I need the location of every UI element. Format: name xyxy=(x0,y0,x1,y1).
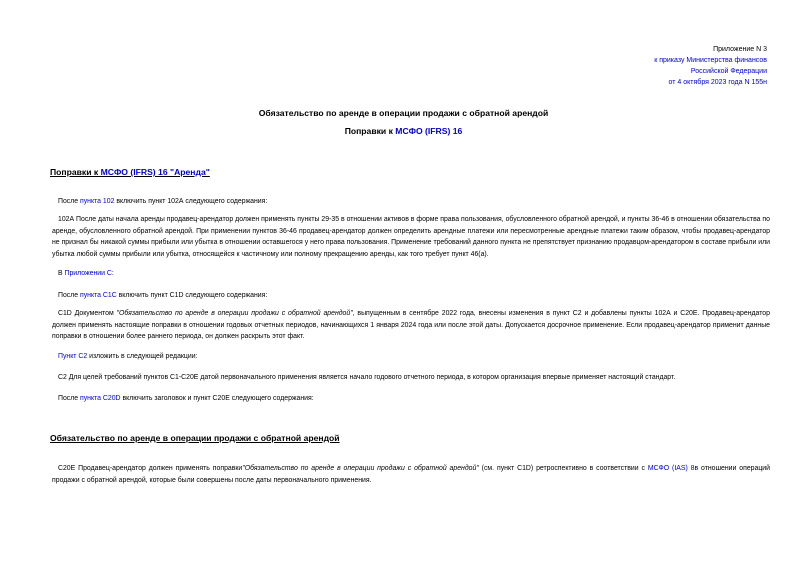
p9-pre: C20E Продавец-арендатор должен применять поправки xyxy=(58,465,243,472)
order-link-country[interactable]: Российской Федерации xyxy=(690,68,767,75)
document-title: Обязательство по аренде в операции продажи с обратной арендой xyxy=(258,108,549,118)
appendix-number: Приложение N 3 xyxy=(713,46,767,53)
p5-pre: C1D Документом xyxy=(58,310,117,317)
p3-post: : xyxy=(111,270,114,277)
p8-pre: После xyxy=(58,395,80,402)
p5-post: , выпущенным в сентябре 2022 года, внесены изменения в пункт C2 и добавлены пункты 102А и C20E. Продавец-арендатор должен применять настоящие поправки в отношении годовых отчетных периодов, начинающихся 1 января 2024 года или после этой даты. Допускается досрочное применение. Если продавец-арендатор применит данные поправки в отношении более раннего периода, он должен раскрыть этот факт. xyxy=(52,310,770,341)
p8-post: включить заголовок и пункт C20E следующего содержания: xyxy=(120,395,314,402)
amendment-title-italic: "Обязательство по аренде в операции продажи с обратной арендой" xyxy=(116,310,353,317)
paragraph-after-102 xyxy=(52,196,770,208)
p1-post: включить пункт 102А следующего содержания: xyxy=(114,198,268,205)
document-subtitle xyxy=(0,126,807,136)
paragraph-c20e xyxy=(52,463,770,486)
order-link[interactable]: к приказу Министерства финансов xyxy=(654,57,767,64)
order-link-date[interactable]: от 4 октября 2023 года N 155н xyxy=(668,79,767,86)
ias8-link[interactable]: МСФО (IAS) 8 xyxy=(647,465,695,472)
paragraph-after-c1c xyxy=(52,290,770,302)
section-heading-ifrs16 xyxy=(50,167,210,177)
paragraph-appendix-c xyxy=(52,268,770,280)
paragraph-after-c20d xyxy=(52,393,770,405)
appendix-c-link[interactable]: Приложении C xyxy=(64,270,112,277)
subtitle-prefix: Поправки к xyxy=(344,126,396,136)
p6-post: изложить в следующей редакции: xyxy=(87,353,198,360)
paragraph-c1d xyxy=(52,308,770,343)
paragraph-c2-link[interactable]: Пункт C2 xyxy=(58,353,88,360)
heading-prefix: Поправки к xyxy=(50,167,101,177)
paragraph-c2: C2 Для целей требований пунктов C1-C20E датой первоначального применения является начало годового отчетного периода, в котором организация впервые применяет настоящий стандарт. xyxy=(58,374,676,381)
amendment-title-italic-2: "Обязательство по аренде в операции продажи с обратной арендой" xyxy=(242,465,479,472)
p1-pre: После xyxy=(58,198,80,205)
ifrs16-leases-link[interactable]: МСФО (IFRS) 16 "Аренда" xyxy=(100,167,210,177)
paragraph-102-link[interactable]: пункта 102 xyxy=(80,198,115,205)
p4-pre: После xyxy=(58,292,80,299)
section-heading-sale-leaseback: Обязательство по аренде в операции продажи с обратной арендой xyxy=(50,433,340,443)
paragraph-102a: 102А После даты начала аренды продавец-арендатор должен применять пункты 29-35 в отношении активов в форме права пользования, обусловленного обратной арендой, и пункты 36-46 в отношении обязательства по аренде, обусловленного обратной арендой. При применении пунктов 36-46 продавец-арендатор должен определить арендные платежи или пересмотренные арендные платежи таким образом, чтобы продавец-арендатор не признал бы никакой суммы прибыли или убытка в отношении оставшегося у него права пользования. Применение требований данного пункта не препятствует признанию продавцом-арендатором в составе прибыли или убытка любой суммы прибыли или убытка, относящейся к частичному или полному прекращению аренды, как того требует пункт 46(а). xyxy=(52,216,770,258)
appendix-reference xyxy=(654,44,767,88)
p9-post: в отношении операций продажи с обратной арендой, которые были совершены после даты первоначального применения. xyxy=(52,465,770,484)
p3-pre: В xyxy=(58,270,65,277)
ifrs16-link[interactable]: МСФО (IFRS) 16 xyxy=(395,126,463,136)
p4-post: включить пункт C1D следующего содержания: xyxy=(116,292,268,299)
paragraph-c2-edit xyxy=(52,351,770,363)
p9-mid: (см. пункт C1D) ретроспективно в соответствии с xyxy=(478,465,648,472)
paragraph-c20d-link[interactable]: пункта C20D xyxy=(80,395,121,402)
paragraph-c1c-link[interactable]: пункта C1C xyxy=(80,292,117,299)
